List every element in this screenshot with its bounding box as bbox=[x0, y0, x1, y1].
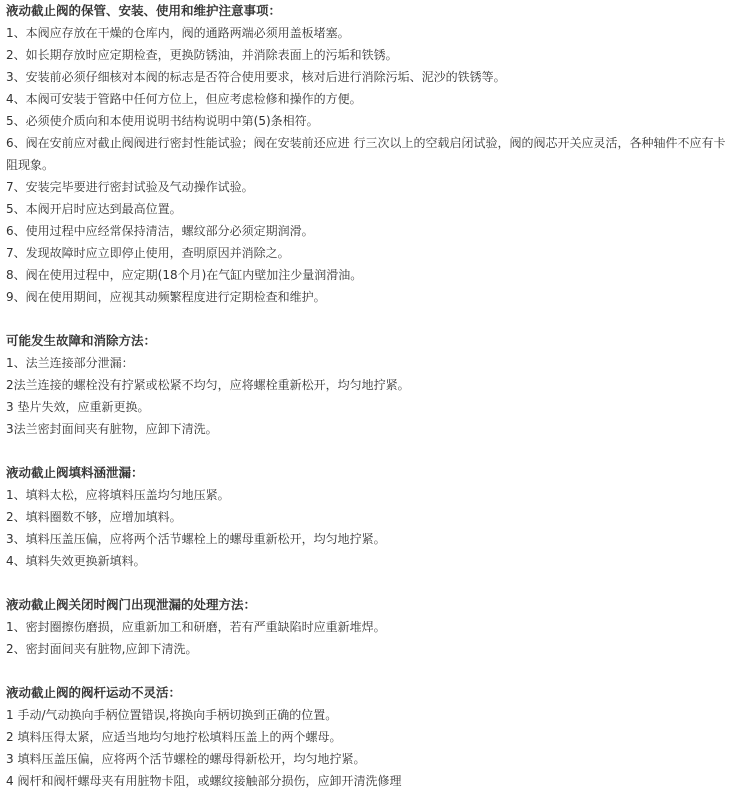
list-item: 6、阀在安前应对截止阀阀进行密封性能试验；阀在安装前还应进 行三次以上的空载启闭试验，阀的阀芯开关应灵活，各种轴件不应有卡阻现象。 bbox=[6, 136, 726, 172]
section-heading: 可能发生故障和消除方法： bbox=[6, 333, 157, 348]
list-item: 3 填料压盖压偏，应将两个活节螺栓的螺母得新松开，均匀地拧紧。 bbox=[6, 752, 366, 766]
spacer bbox=[6, 308, 733, 330]
list-item: 2、密封面间夹有脏物,应卸下清洗。 bbox=[6, 642, 198, 656]
list-item: 5、本阀开启时应达到最高位置。 bbox=[6, 202, 182, 216]
list-item: 3、填料压盖压偏，应将两个活节螺栓上的螺母重新松开，均匀地拧紧。 bbox=[6, 532, 386, 546]
list-item: 2、填料圈数不够，应增加填料。 bbox=[6, 510, 182, 524]
list-item: 7、发现故障时应立即停止使用，查明原因并消除之。 bbox=[6, 246, 290, 260]
list-item: 4、本阀可安装于管路中任何方位上，但应考虑检修和操作的方便。 bbox=[6, 92, 362, 106]
list-item: 1、法兰连接部分泄漏： bbox=[6, 356, 134, 370]
list-item: 2 填料压得太紧，应适当地均匀地拧松填料压盖上的两个螺母。 bbox=[6, 730, 342, 744]
list-item: 5、必须使介质向和本使用说明书结构说明中第(5)条相符。 bbox=[6, 114, 319, 128]
list-item: 1、填料太松，应将填料压盖均匀地压紧。 bbox=[6, 488, 230, 502]
list-item: 2法兰连接的螺栓没有拧紧或松紧不均匀，应将螺栓重新松开，均匀地拧紧。 bbox=[6, 378, 410, 392]
list-item: 1、密封圈擦伤磨损，应重新加工和研磨，若有严重缺陷时应重新堆焊。 bbox=[6, 620, 386, 634]
section-faults-remedies bbox=[6, 330, 733, 440]
spacer bbox=[6, 440, 733, 462]
list-item: 4、填料失效更换新填料。 bbox=[6, 554, 146, 568]
list-item: 1、本阀应存放在干燥的仓库内，阀的通路两端必须用盖板堵塞。 bbox=[6, 26, 350, 40]
list-item: 6、使用过程中应经常保持清洁，螺纹部分必须定期润滑。 bbox=[6, 224, 314, 238]
list-item: 7、安装完毕要进行密封试验及气动操作试验。 bbox=[6, 180, 254, 194]
list-item: 1 手动/气动换向手柄位置错误,将换向手柄切换到正确的位置。 bbox=[6, 708, 338, 722]
section-heading: 液动截止阀的阀杆运动不灵活： bbox=[6, 685, 182, 700]
section-closed-leak bbox=[6, 594, 733, 660]
spacer bbox=[6, 572, 733, 594]
list-item: 3、安装前必须仔细核对本阀的标志是否符合使用要求，核对后进行消除污垢、泥沙的铁锈等。 bbox=[6, 70, 506, 84]
list-item: 8、阀在使用过程中，应定期(18个月)在气缸内壁加注少量润滑油。 bbox=[6, 268, 363, 282]
list-item: 9、阀在使用期间，应视其动频繁程度进行定期检查和维护。 bbox=[6, 290, 326, 304]
section-heading: 液动截止阀关闭时阀门出现泄漏的处理方法： bbox=[6, 597, 257, 612]
section-packing-leak bbox=[6, 462, 733, 572]
list-item: 3 垫片失效，应重新更换。 bbox=[6, 400, 150, 414]
section-heading: 液动截止阀的保管、安装、使用和维护注意事项： bbox=[6, 3, 282, 18]
section-heading: 液动截止阀填料涵泄漏： bbox=[6, 465, 144, 480]
section-stem-movement bbox=[6, 682, 733, 792]
list-item: 2、如长期存放时应定期检查，更换防锈油，并消除表面上的污垢和铁锈。 bbox=[6, 48, 398, 62]
list-item: 4 阀杆和阀杆螺母夹有用脏物卡阻，或螺纹接触部分损伤，应卸开清洗修理 bbox=[6, 774, 402, 788]
spacer bbox=[6, 660, 733, 682]
section-storage-installation bbox=[6, 0, 733, 308]
list-item: 3法兰密封面间夹有脏物，应卸下清洗。 bbox=[6, 422, 218, 436]
